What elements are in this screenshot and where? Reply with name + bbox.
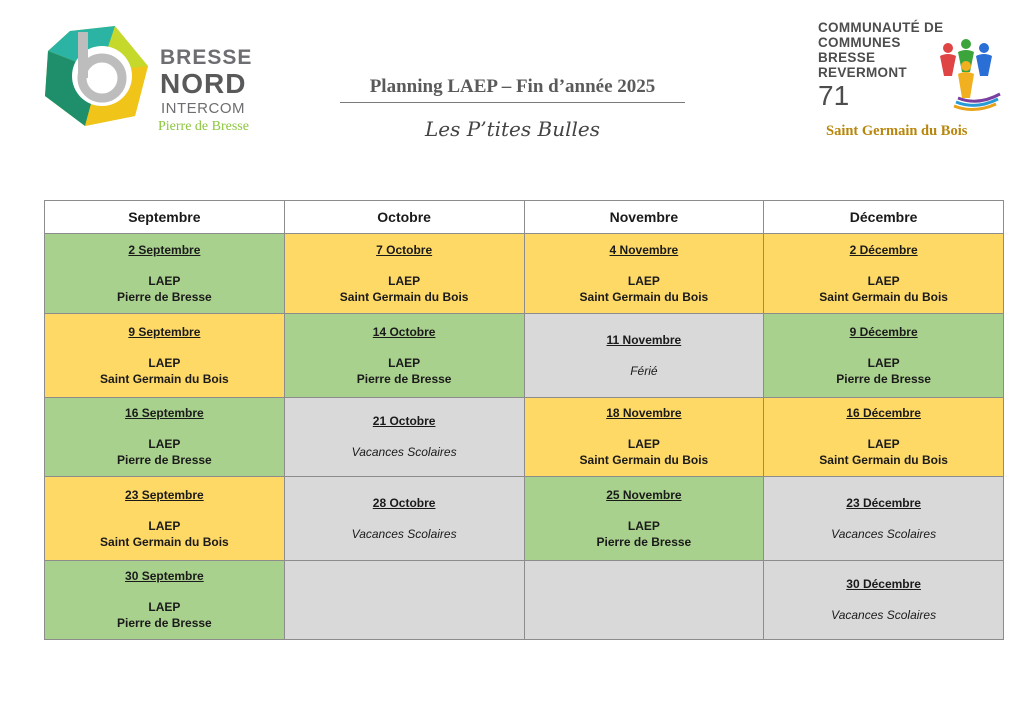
session-date: 16 Septembre xyxy=(125,406,204,420)
session-location: Pierre de Bresse xyxy=(596,534,692,549)
ccbr-logo xyxy=(818,20,1008,145)
planning-cell xyxy=(524,561,764,640)
session-activity: LAEP xyxy=(867,355,900,370)
planning-cell xyxy=(764,234,1004,314)
planning-cell xyxy=(284,234,524,314)
planning-cell xyxy=(764,398,1004,477)
people-figures-icon xyxy=(918,36,1006,116)
session-location: Saint Germain du Bois xyxy=(100,534,229,549)
cell-spacer xyxy=(285,510,524,526)
cell-spacer xyxy=(764,420,1003,436)
column-header-septembre: Septembre xyxy=(45,201,285,234)
cell-spacer xyxy=(45,257,284,273)
session-date: 11 Novembre xyxy=(606,332,682,347)
session-note: Férié xyxy=(630,363,658,378)
session-location: Saint Germain du Bois xyxy=(100,371,229,386)
table-row xyxy=(45,398,1004,477)
session-activity: LAEP xyxy=(148,437,181,451)
session-date: 4 Novembre xyxy=(609,242,679,257)
planning-cell xyxy=(284,561,524,640)
session-location: Pierre de Bresse xyxy=(356,371,452,386)
session-location: Pierre de Bresse xyxy=(117,616,212,630)
session-note: Vacances Scolaires xyxy=(351,526,457,541)
planning-cell xyxy=(524,398,764,477)
table-row xyxy=(45,234,1004,314)
logo-place-right: Saint Germain du Bois xyxy=(826,123,968,139)
cell-spacer xyxy=(764,510,1003,526)
cell-spacer xyxy=(45,339,284,355)
session-location: Pierre de Bresse xyxy=(117,289,212,304)
cell-spacer xyxy=(45,583,284,599)
table-row xyxy=(45,561,1004,640)
session-date: 23 Septembre xyxy=(125,487,204,502)
session-date: 18 Novembre xyxy=(606,406,682,420)
planning-cell xyxy=(45,561,285,640)
logo-line-intercom: INTERCOM xyxy=(161,100,245,117)
session-date: 2 Décembre xyxy=(849,242,918,257)
planning-cell xyxy=(764,477,1004,561)
session-location: Pierre de Bresse xyxy=(117,453,212,467)
column-header-decembre: Décembre xyxy=(764,201,1004,234)
cell-spacer xyxy=(45,502,284,518)
cell-spacer xyxy=(525,420,764,436)
column-header-octobre: Octobre xyxy=(284,201,524,234)
cell-spacer xyxy=(45,420,284,436)
session-location: Saint Germain du Bois xyxy=(579,289,709,304)
page-subtitle: Les P’tites Bulles xyxy=(425,117,600,141)
logo-place-left: Pierre de Bresse xyxy=(158,119,249,134)
planning-cell xyxy=(45,314,285,398)
cell-spacer xyxy=(764,591,1003,607)
session-date: 7 Octobre xyxy=(376,242,433,257)
cell-spacer xyxy=(285,257,524,273)
session-note: Vacances Scolaires xyxy=(831,526,937,541)
logo-line-nord: NORD xyxy=(160,68,247,99)
session-date: 23 Décembre xyxy=(846,495,921,510)
title-block xyxy=(340,76,685,141)
planning-cell xyxy=(524,234,764,314)
session-note: Vacances Scolaires xyxy=(351,445,457,459)
planning-cell xyxy=(524,477,764,561)
planning-cell xyxy=(764,561,1004,640)
session-date: 21 Octobre xyxy=(372,414,436,428)
session-date: 14 Octobre xyxy=(372,324,436,339)
planning-cell xyxy=(45,477,285,561)
logo-line-communaute: COMMUNAUTÉ DE xyxy=(818,20,944,35)
session-activity: LAEP xyxy=(867,273,900,288)
session-activity: LAEP xyxy=(148,518,181,533)
planning-cell xyxy=(524,314,764,398)
bresse-nord-intercom-logo xyxy=(40,26,280,136)
session-activity: LAEP xyxy=(627,273,660,288)
planning-table xyxy=(44,200,1004,640)
logo-line-revermont: REVERMONT xyxy=(818,65,907,80)
logo-line-communes: COMMUNES xyxy=(818,35,901,50)
session-date: 30 Septembre xyxy=(125,569,204,583)
intercom-emblem-icon xyxy=(40,26,155,131)
session-activity: LAEP xyxy=(627,437,660,451)
session-activity: LAEP xyxy=(388,273,421,288)
logo-number: 71 xyxy=(818,80,850,111)
session-date: 28 Octobre xyxy=(372,495,436,510)
session-location: Saint Germain du Bois xyxy=(579,453,709,467)
logo-line-bresse: BRESSE xyxy=(818,50,876,65)
session-activity: LAEP xyxy=(867,437,900,451)
table-row xyxy=(45,477,1004,561)
planning-cell xyxy=(45,234,285,314)
session-date: 30 Décembre xyxy=(846,577,921,591)
cell-spacer xyxy=(285,339,524,355)
column-header-novembre: Novembre xyxy=(524,201,764,234)
table-header-row xyxy=(45,201,1004,234)
session-date: 2 Septembre xyxy=(128,242,201,257)
session-location: Saint Germain du Bois xyxy=(339,289,469,304)
planning-cell xyxy=(45,398,285,477)
session-date: 9 Septembre xyxy=(128,324,201,339)
table-row xyxy=(45,314,1004,398)
session-activity: LAEP xyxy=(148,355,181,370)
session-date: 25 Novembre xyxy=(606,487,682,502)
cell-spacer xyxy=(764,339,1003,355)
session-activity: LAEP xyxy=(148,273,181,288)
session-date: 9 Décembre xyxy=(849,324,918,339)
cell-spacer xyxy=(285,428,524,444)
session-activity: LAEP xyxy=(148,600,181,614)
session-location: Saint Germain du Bois xyxy=(819,453,948,467)
planning-cell xyxy=(284,477,524,561)
cell-spacer xyxy=(764,257,1003,273)
cell-spacer xyxy=(525,347,764,363)
cell-spacer xyxy=(525,502,764,518)
planning-cell xyxy=(284,314,524,398)
cell-spacer xyxy=(525,257,764,273)
session-activity: LAEP xyxy=(388,355,421,370)
planning-cell xyxy=(284,398,524,477)
session-location: Saint Germain du Bois xyxy=(819,289,948,304)
session-location: Pierre de Bresse xyxy=(836,371,931,386)
planning-cell xyxy=(764,314,1004,398)
page-title: Planning LAEP – Fin d’année 2025 xyxy=(340,76,685,103)
logo-line-bresse: BRESSE xyxy=(160,46,253,69)
session-note: Vacances Scolaires xyxy=(831,608,937,622)
session-date: 16 Décembre xyxy=(846,406,921,420)
session-activity: LAEP xyxy=(627,518,660,533)
